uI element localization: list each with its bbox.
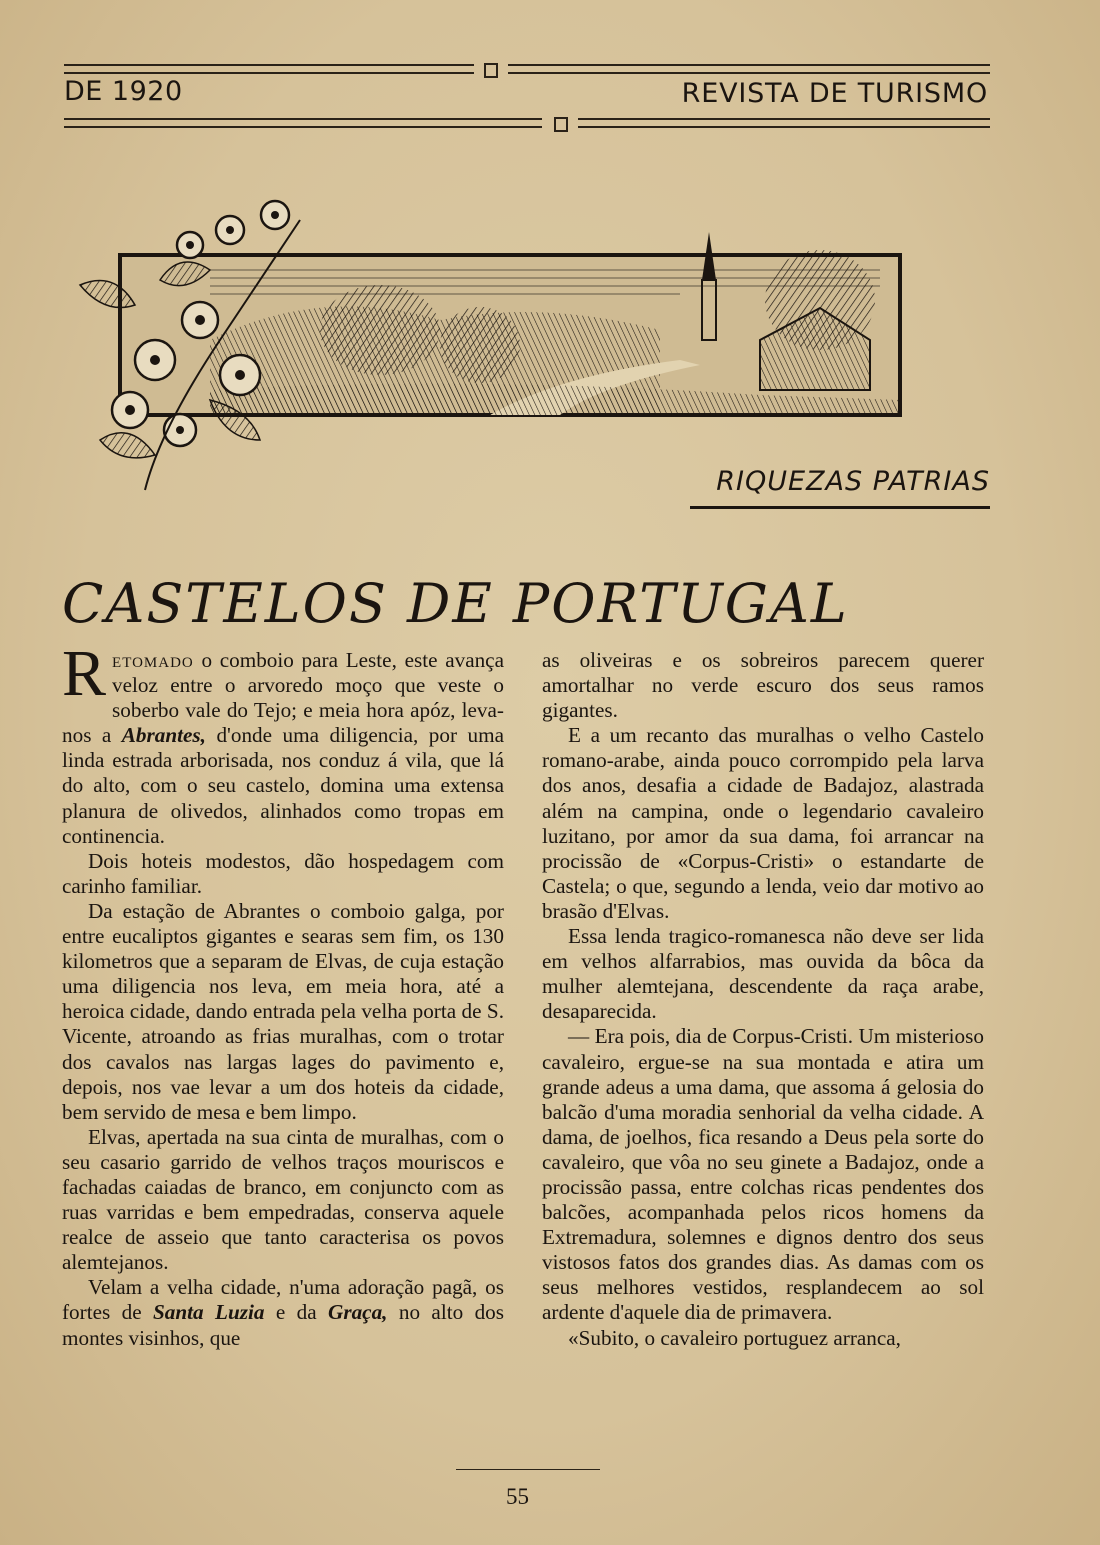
emphasis-place: Graça, xyxy=(328,1300,388,1325)
emphasis-place: Abrantes, xyxy=(121,723,206,748)
text-run: d'onde uma diligencia, por uma linda estrada arborisada, nos conduz á vila, que lá do alto, com o seu castelo, domina uma extensa planura de olivedos, alinhados como tropas em continencia. xyxy=(62,723,504,848)
section-label: RIQUEZAS PATRIAS xyxy=(716,466,990,497)
emphasis-place: Santa Luzia xyxy=(153,1300,265,1325)
paragraph: Essa lenda tragico-romanesca não deve ser lida em velhos alfarrabios, mas ouvida da bôca da mulher alemtejana, descendente da raça arabe, desaparecida. xyxy=(542,924,984,1024)
header-ornament-box xyxy=(484,63,498,78)
header-rule-top-left xyxy=(64,64,474,74)
text-run: e da xyxy=(264,1300,329,1325)
article-column-left xyxy=(62,637,504,1351)
landscape-engraving-icon xyxy=(60,190,920,500)
paragraph: as oliveiras e os sobreiros parecem querer amortalhar no verde escuro dos seus ramos gigantes. xyxy=(542,648,984,723)
lead-smallcaps: etomado xyxy=(112,648,194,672)
article-column-right xyxy=(542,648,984,1351)
article-title: CASTELOS DE PORTUGAL xyxy=(62,572,849,636)
text-run: no alto dos montes visinhos, que xyxy=(62,1300,504,1350)
header-ornament-box-2 xyxy=(554,117,568,132)
footer-rule xyxy=(456,1469,600,1470)
header-rule-top-right xyxy=(508,64,990,74)
text-run: Velam a velha cidade, n'uma adoração pagã, os fortes de xyxy=(62,1275,504,1325)
paragraph: Dois hoteis modestos, dão hospedagem com carinho familiar. xyxy=(62,848,504,898)
paragraph xyxy=(62,1275,504,1350)
drop-cap: R xyxy=(62,637,107,710)
paragraph: Elvas, apertada na sua cinta de muralhas, com o seu casario garrido de velhos traços mouriscos e fachadas caiadas de branco, em conjuncto com as ruas varridas e bem empedradas, conserva aquele realce de asseio que tanto caracterisa os povos alemtejanos. xyxy=(62,1124,504,1275)
paragraph: «Subito, o cavaleiro portuguez arranca, xyxy=(568,1325,901,1350)
header-date: DE 1920 xyxy=(64,76,183,107)
paragraph xyxy=(62,637,504,849)
paragraph: Da estação de Abrantes o comboio galga, por entre eucaliptos gigantes e searas sem fim, os 130 kilometros que a separam de Elvas, de cuja estação uma diligencia nos leva, em meia hora, até a heroica cidade, dando entrada pela velha porta de S. Vicente, atroando as frias muralhas, com o trotar dos cavalos nas largas lages do pavimento e, depois, nos vae levar a um dos hoteis da cidade, bem servido de mesa e bem limpo. xyxy=(62,898,504,1124)
page-number: 55 xyxy=(506,1484,529,1509)
text-run: o comboio para Leste, este avança veloz entre o arvoredo moço que veste o soberbo vale do Tejo; e meia hora apóz, leva-nos a xyxy=(62,648,504,748)
header-magazine-title: REVISTA DE TURISMO xyxy=(681,78,988,109)
header-rule-bottom-left xyxy=(64,118,542,128)
section-underline xyxy=(690,506,990,509)
paragraph: — Era pois, dia de Corpus-Cristi. Um misterioso cavaleiro, ergue-se na sua montada e atira um grande adeus a uma dama, que assoma á gelosia do balcão d'uma moradia senhorial da velha cidade. A dama, de joelhos, fica resando a Deus pela sorte do cavaleiro, que vôa no seu ginete a Badajoz, onde a procissão passa, entre colchas ricas pendentes dos balcões, acompanhada pelos ricos homens da Extremadura, solemnes e dignos dentro dos seus vistosos fatos dos grandes dias. As damas com os seus melhores vestidos, resplandecem ao sol ardente d'aquele dia de primavera. xyxy=(542,1024,984,1325)
header-rule-bottom-right xyxy=(578,118,990,128)
paragraph: E a um recanto das muralhas o velho Castelo romano-arabe, ainda pouco corrompido pela larva dos anos, desafia a cidade de Badajoz, alastrada além na campina, onde o legendario cavaleiro luzitano, por amor da sua dama, foi arrancar na procissão de «Corpus-Cristi» o estandarte de Castela; o que, segundo a lenda, veio dar motivo ao brasão d'Elvas. xyxy=(542,723,984,923)
